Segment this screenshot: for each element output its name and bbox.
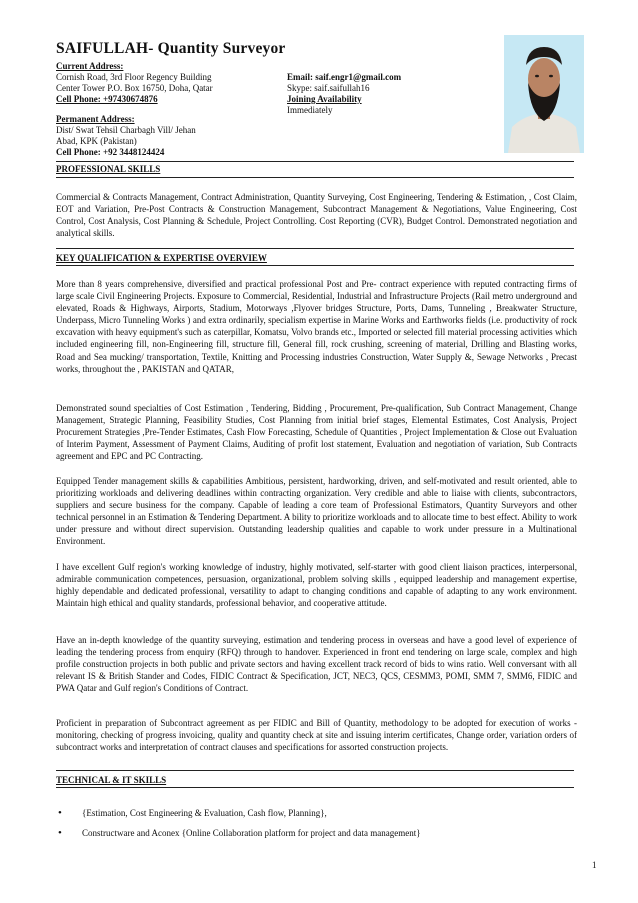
paragraph-gulf-knowledge: I have excellent Gulf region's working knowledge of industry, highly motivated, self-starter with good client liaison practices, interpersonal, admirable communication competences, persuasion, organizational, problem solving skills , equipped leadership and management expertise, highly dependable and dedicated professional, versatility to adapt to changing conditions and capable of adapting to any work environment. Maintain high ethical and quality standards, professional behavior, and cooperative attitude.: [56, 562, 577, 609]
list-item: • {Estimation, Cost Engineering & Evaluation, Cash flow, Planning},: [56, 803, 576, 823]
paragraph-skills: Commercial & Contracts Management, Contract Administration, Quantity Surveying, Cost Engineering, Tendering & Estimation, , Cost Claim, EOT and Variation, Pre-Post Contracts & Construction Management, Subcontract Management & Negotiations, Value Engineering, Cost Control, Cost Analysis, Cost Planning & Schedule, Project Controlling. Cost Reporting (CVR), Budget Control. Demonstrated negotiation and analytical skills.: [56, 192, 577, 239]
permanent-phone: Cell Phone: +92 3448124424: [56, 147, 165, 157]
page-number: 1: [592, 860, 597, 870]
permanent-address-label: Permanent Address:: [56, 114, 135, 124]
current-address-line1: Cornish Road, 3rd Floor Regency Building: [56, 72, 212, 82]
divider: [56, 161, 574, 162]
divider: [56, 265, 574, 266]
email[interactable]: Email: saif.engr1@gmail.com: [287, 72, 402, 82]
current-address-block: [56, 61, 286, 105]
skype: Skype: saif.saifullah16: [287, 83, 370, 93]
contact-block: [287, 72, 487, 116]
paragraph-experience: More than 8 years comprehensive, diversified and practical professional Post and Pre- contract experience with reputed contracting firms of large scale Civil Engineering Projects. Exposure to Commercial, Residential, Industrial and Infrastructure Projects (Rail metro underground and elevated, Roads & Highways, Airports, Stadium, Motorways ,Flyover bridges Structure, Ports, Dams, Tunneling , Breakwater Structure, Underpass, Micro Tunneling Works ) and extra ordinarily, specialism expertise in Marine Works and Earthworks fields (i.e. productivity of rock excavation with heavy equipment's such as caterpillar, Komatsu, Volvo brands etc., Imported or selected fill material processing activities which included engineering fill, non-Engineering fill, structure fill, General fill, rock crushing, screening of material, Drilling and Blasting works, Road and Sea mucking/ transportation, Textile, Knitting and Processing industries Construction, Water Supply &, Sewage Networks , Precast works, throughout the , PAKISTAN and QATAR,: [56, 279, 577, 374]
current-address-line2: Center Tower P.O. Box 16750, Doha, Qatar: [56, 83, 213, 93]
current-address-label: Current Address:: [56, 61, 124, 71]
paragraph-specialties: Demonstrated sound specialties of Cost Estimation , Tendering, Bidding , Procurement, Pre-qualification, Sub Contract Management, Change Management, Strategic Planning, Feasibility Studies, Cost Planning from initial brief stages, Elemental Estimates, Cost Analysis, Project Procurement Strategies ,Pre-Tender Estimates, Cash Flow Forecasting, Schedule of Quantities , Project Implementation & Close out Evaluation of Interim Payment, Assessment of Payment Claims, Auditing of profit lost statement, Evaluation and negotiation of variation, Sub Contracts agreement and EPC and PC Contracting.: [56, 403, 577, 462]
permanent-address-line1: Dist/ Swat Tehsil Charbagh Vill/ Jehan: [56, 125, 196, 135]
paragraph-subcontract: Proficient in preparation of Subcontract agreement as per FIDIC and Bill of Quantity, methodology to be adopted for execution of works - monitoring, checking of progress invoicing, quality and quantity check at site and issuing interim certificates, Change order, variation orders of subcontract works and interpretation of contract clauses and specifications for assorted construction projects.: [56, 718, 577, 753]
section-title-technical-it: TECHNICAL & IT SKILLS: [56, 775, 167, 785]
joining-label: Joining Availability: [287, 94, 362, 104]
name-title: SAIFULLAH- Quantity Surveyor: [56, 40, 286, 57]
profile-photo-illustration: [504, 35, 584, 153]
profile-photo: [504, 35, 584, 153]
divider: [56, 177, 574, 178]
section-title-professional-skills: PROFESSIONAL SKILLS: [56, 164, 161, 174]
divider: [56, 770, 574, 771]
paragraph-tender-management: Equipped Tender management skills & capabilities Ambitious, persistent, hardworking, driven, and self-motivated and result oriented, able to prioritizing workloads and delivering deadlines within contracting organization. Very credible and able to liaise with clients, subcontractors, suppliers and secure business for the company. Capable of leading a core team of Professional Estimators, Quantity Surveyors and other technical personnel in an Estimation & Tendering Department. A bility to prioritize workloads and to allocate time to best effect. Ability to work under pressure and without direct supervision. Outstanding leadership qualities and capable to work under pressure in a Multinational Environment.: [56, 476, 577, 547]
paragraph-tendering-process: Have an in-depth knowledge of the quantity surveying, estimation and tendering process in overseas and have a good level of experience of leading the tendering process from enquiry (RFQ) through to handover. Experienced in front end tendering on large scale, complex and high profile construction projects in both public and private sectors and having excellent track record of bids to wins ratio. Well conversant with all relevant IS & British Stander and Codes, FIDIC Contract & Specification, JCT, NEC3, QCS, CESMM3, POMI, SMM 7, SMM6, FIDIC and PWA Qatar and Gulf region's Conditions of Contract.: [56, 635, 577, 694]
divider: [56, 787, 574, 788]
permanent-address-block: [56, 114, 286, 158]
technical-skills-list: [56, 803, 576, 843]
list-item: • Constructware and Aconex {Online Collaboration platform for project and data management}: [56, 823, 576, 843]
permanent-address-line2: Abad, KPK (Pakistan): [56, 136, 137, 146]
current-phone: Cell Phone: +97430674876: [56, 94, 158, 104]
section-title-key-qualification: KEY QUALIFICATION & EXPERTISE OVERVIEW: [56, 253, 267, 263]
divider: [56, 248, 574, 249]
joining-value: Immediately: [287, 105, 333, 115]
